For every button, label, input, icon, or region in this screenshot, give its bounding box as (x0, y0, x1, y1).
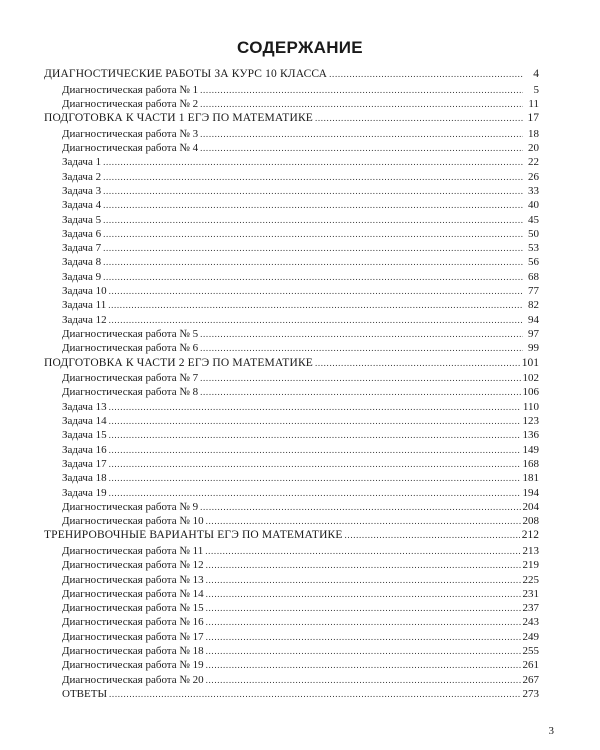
dot-leader (109, 457, 521, 471)
toc-entry[interactable] (44, 184, 539, 198)
toc-entry-page: 225 (522, 573, 539, 586)
toc-entry-page: 231 (522, 587, 539, 600)
dot-leader (206, 644, 521, 658)
toc-entry-page: 194 (522, 486, 539, 499)
toc-entry[interactable] (44, 227, 539, 241)
toc-entry-label: Диагностическая работа № 20 (62, 673, 204, 686)
toc-entry-label: Диагностическая работа № 2 (62, 97, 199, 110)
dot-leader (109, 443, 521, 457)
toc-entry-label: Диагностическая работа № 8 (62, 386, 199, 399)
toc-entry-page: 50 (528, 227, 539, 240)
page-number: 3 (548, 725, 554, 737)
toc-entry-page: 45 (528, 213, 539, 226)
dot-leader (206, 601, 521, 615)
toc-entry-page: 237 (522, 602, 539, 615)
dot-leader (109, 687, 520, 701)
dot-leader (103, 227, 523, 241)
toc-entry[interactable] (44, 558, 539, 572)
toc-entry-page: 77 (528, 285, 539, 298)
toc-entry-page: 94 (528, 313, 539, 326)
dot-leader (315, 356, 520, 372)
toc-entry-page: 136 (522, 429, 539, 442)
toc-entry-label: Диагностическая работа № 4 (62, 142, 199, 155)
toc-section[interactable] (44, 111, 539, 127)
toc-entry-page: 181 (522, 472, 539, 485)
dot-leader (103, 170, 523, 184)
toc-entry[interactable] (44, 514, 539, 528)
toc-entry-label: Задача 4 (62, 199, 102, 212)
toc-entry-page: 22 (528, 156, 539, 169)
toc-entry[interactable] (44, 385, 539, 399)
toc-entry[interactable] (44, 687, 539, 701)
toc-entry-label: Задача 9 (62, 270, 102, 283)
toc-entry-label: Задача 11 (62, 299, 107, 312)
toc-entry[interactable] (44, 327, 539, 341)
dot-leader (103, 198, 523, 212)
toc-entry-label: Диагностическая работа № 13 (62, 573, 204, 586)
dot-leader (205, 544, 520, 558)
dot-leader (345, 528, 520, 544)
toc-entry[interactable] (44, 241, 539, 255)
toc-entry-page: 26 (528, 170, 539, 183)
toc-entry[interactable] (44, 644, 539, 658)
toc-entry-label: Задача 6 (62, 227, 102, 240)
toc-entry[interactable] (44, 630, 539, 644)
dot-leader (109, 313, 523, 327)
toc-entry-label: Задача 19 (62, 486, 107, 499)
dot-leader (103, 184, 523, 198)
toc-section-page: 212 (521, 529, 539, 542)
dot-leader (200, 127, 523, 141)
toc-entry[interactable] (44, 658, 539, 672)
dot-leader (206, 615, 521, 629)
toc-entry-page: 219 (522, 559, 539, 572)
toc-section-label: ПОДГОТОВКА К ЧАСТИ 2 ЕГЭ ПО МАТЕМАТИКЕ (44, 356, 313, 369)
toc-entry-label: Задача 2 (62, 170, 102, 183)
toc-entry[interactable] (44, 341, 539, 355)
toc-entry-label: Задача 17 (62, 457, 107, 470)
toc-entry-label: Задача 8 (62, 256, 102, 269)
dot-leader (206, 573, 521, 587)
toc-entry-page: 208 (522, 515, 539, 528)
toc-entry-page: 213 (522, 544, 539, 557)
toc-entry[interactable] (44, 414, 539, 428)
toc-entry-label: Диагностическая работа № 14 (62, 587, 204, 600)
toc-entry[interactable] (44, 284, 539, 298)
toc-entry-label: Задача 18 (62, 472, 107, 485)
toc-section-page: 4 (533, 68, 539, 80)
toc-entry[interactable] (44, 141, 539, 155)
dot-leader (206, 658, 521, 672)
toc-entry-page: 53 (528, 242, 539, 255)
dot-leader (200, 141, 523, 155)
toc-entry-label: Диагностическая работа № 7 (62, 372, 199, 385)
toc-entry-label: Диагностическая работа № 16 (62, 616, 204, 629)
toc-entry-label: Диагностическая работа № 17 (62, 630, 204, 643)
toc-entry[interactable] (44, 270, 539, 284)
toc-section-label: ДИАГНОСТИЧЕСКИЕ РАБОТЫ ЗА КУРС 10 КЛАССА (44, 68, 328, 80)
toc-entry[interactable] (44, 500, 539, 514)
dot-leader (103, 213, 523, 227)
toc-entry-page: 33 (528, 184, 539, 197)
dot-leader (206, 587, 521, 601)
table-of-contents (44, 67, 539, 701)
dot-leader (200, 83, 523, 97)
toc-entry-page: 97 (528, 327, 539, 340)
toc-entry-page: 110 (522, 400, 539, 413)
toc-entry[interactable] (44, 587, 539, 601)
toc-entry[interactable] (44, 313, 539, 327)
toc-entry-label: Задача 1 (62, 156, 102, 169)
toc-entry-label: Задача 15 (62, 429, 107, 442)
toc-entry-page: 123 (522, 415, 539, 428)
toc-entry[interactable] (44, 255, 539, 269)
toc-entry[interactable] (44, 198, 539, 212)
dot-leader (206, 514, 521, 528)
dot-leader (206, 630, 521, 644)
toc-section-page: 101 (521, 356, 539, 369)
dot-leader (109, 428, 521, 442)
toc-entry-page: 20 (528, 142, 539, 155)
toc-entry-label: Задача 16 (62, 443, 107, 456)
dot-leader (108, 298, 523, 312)
toc-section-label: ПОДГОТОВКА К ЧАСТИ 1 ЕГЭ ПО МАТЕМАТИКЕ (44, 112, 313, 125)
toc-entry[interactable] (44, 213, 539, 227)
dot-leader (329, 67, 523, 83)
toc-entry-page: 273 (522, 687, 539, 700)
toc-entry[interactable] (44, 170, 539, 184)
toc-entry-page: 40 (528, 199, 539, 212)
toc-entry[interactable] (44, 601, 539, 615)
toc-entry-page: 102 (522, 372, 539, 385)
toc-entry-page: 99 (528, 342, 539, 355)
toc-entry-page: 106 (522, 386, 539, 399)
toc-entry-page: 149 (522, 443, 539, 456)
toc-entry-label: Диагностическая работа № 9 (62, 500, 199, 513)
toc-entry[interactable] (44, 400, 539, 414)
toc-entry-label: Задача 3 (62, 184, 102, 197)
toc-entry[interactable] (44, 457, 539, 471)
dot-leader (109, 400, 521, 414)
dot-leader (109, 284, 523, 298)
dot-leader (103, 155, 523, 169)
toc-entry[interactable] (44, 486, 539, 500)
toc-entry-label: Диагностическая работа № 1 (62, 83, 199, 96)
toc-entry[interactable] (44, 83, 539, 97)
toc-entry-label: Задача 5 (62, 213, 102, 226)
toc-entry-label: Задача 14 (62, 415, 107, 428)
toc-entry-label: Диагностическая работа № 10 (62, 515, 204, 528)
dot-leader (109, 471, 521, 485)
toc-section[interactable] (44, 67, 539, 83)
toc-entry-page: 18 (528, 127, 539, 140)
toc-section[interactable] (44, 528, 539, 544)
dot-leader (109, 414, 521, 428)
dot-leader (200, 341, 523, 355)
toc-entry-page: 168 (522, 457, 539, 470)
toc-entry-page: 243 (522, 616, 539, 629)
dot-leader (103, 270, 523, 284)
dot-leader (200, 385, 520, 399)
toc-entry-label: Диагностическая работа № 18 (62, 645, 204, 658)
toc-entry-label: Диагностическая работа № 11 (62, 544, 204, 557)
toc-entry-label: Диагностическая работа № 3 (62, 127, 199, 140)
toc-entry[interactable] (44, 673, 539, 687)
toc-entry-page: 261 (522, 659, 539, 672)
toc-entry-label: ОТВЕТЫ (62, 687, 108, 700)
page-title: СОДЕРЖАНИЕ (237, 38, 363, 57)
toc-entry-page: 255 (522, 645, 539, 658)
toc-entry[interactable] (44, 443, 539, 457)
toc-entry-page: 204 (522, 500, 539, 513)
toc-section[interactable] (44, 356, 539, 372)
dot-leader (109, 486, 521, 500)
toc-entry[interactable] (44, 615, 539, 629)
toc-entry-label: Задача 13 (62, 400, 107, 413)
toc-entry[interactable] (44, 298, 539, 312)
toc-entry[interactable] (44, 127, 539, 141)
toc-entry-label: Диагностическая работа № 15 (62, 602, 204, 615)
toc-entry-page: 249 (522, 630, 539, 643)
toc-section-page: 17 (527, 112, 539, 125)
dot-leader (206, 558, 521, 572)
toc-entry-page: 56 (528, 256, 539, 269)
toc-entry[interactable] (44, 471, 539, 485)
toc-entry-label: Задача 10 (62, 285, 107, 298)
dot-leader (103, 241, 523, 255)
toc-entry-page: 5 (533, 83, 539, 96)
dot-leader (206, 673, 521, 687)
toc-entry-page: 68 (528, 270, 539, 283)
toc-entry[interactable] (44, 155, 539, 169)
dot-leader (200, 371, 520, 385)
dot-leader (200, 500, 520, 514)
toc-entry-page: 11 (528, 97, 539, 110)
toc-entry-label: Диагностическая работа № 5 (62, 327, 199, 340)
toc-entry-label: Задача 12 (62, 313, 107, 326)
toc-entry[interactable] (44, 97, 539, 111)
toc-entry-page: 82 (528, 299, 539, 312)
toc-entry-label: Диагностическая работа № 19 (62, 659, 204, 672)
toc-entry-page: 267 (522, 673, 539, 686)
dot-leader (103, 255, 523, 269)
toc-entry[interactable] (44, 573, 539, 587)
dot-leader (200, 327, 523, 341)
toc-entry[interactable] (44, 544, 539, 558)
toc-entry-label: Диагностическая работа № 12 (62, 559, 204, 572)
toc-entry-label: Диагностическая работа № 6 (62, 342, 199, 355)
toc-section-label: ТРЕНИРОВОЧНЫЕ ВАРИАНТЫ ЕГЭ ПО МАТЕМАТИКЕ (44, 529, 343, 542)
dot-leader (200, 97, 523, 111)
dot-leader (315, 111, 523, 127)
toc-entry-label: Задача 7 (62, 242, 102, 255)
toc-entry[interactable] (44, 371, 539, 385)
toc-entry[interactable] (44, 428, 539, 442)
